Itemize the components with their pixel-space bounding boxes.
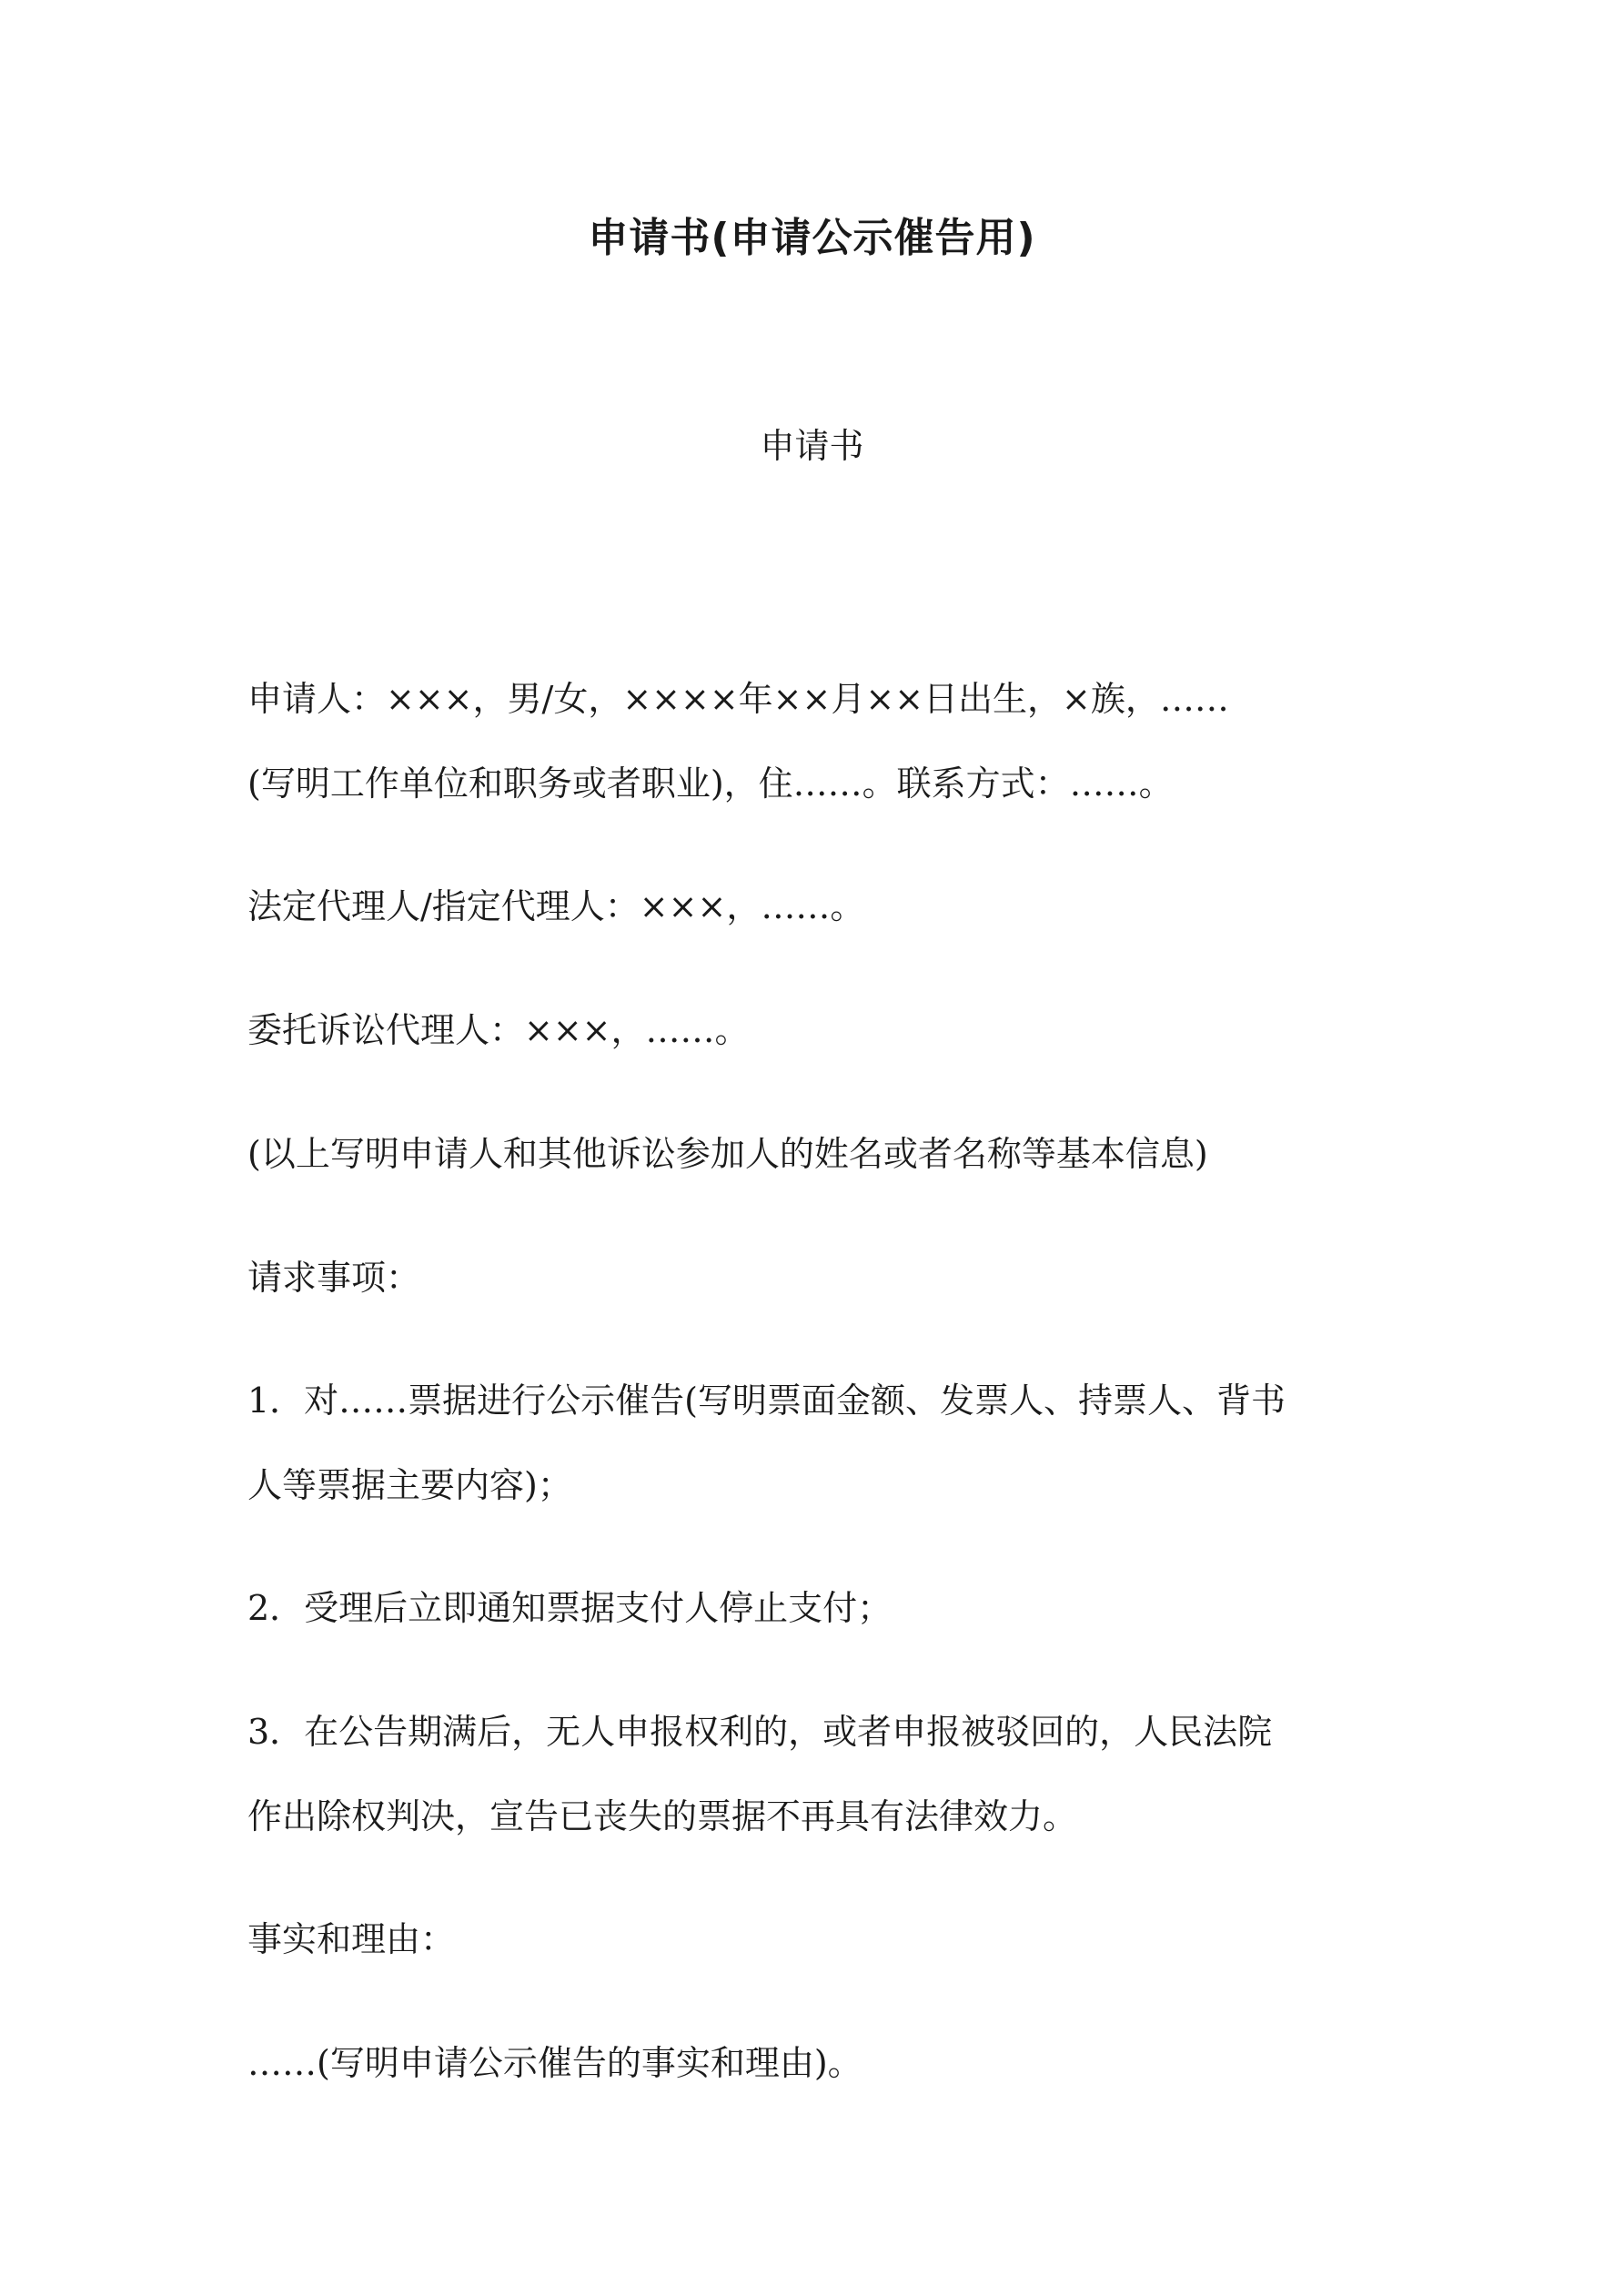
applicant-line-2: (写明工作单位和职务或者职业)，住……。联系方式：……。	[247, 764, 1174, 804]
participants-note: (以上写明申请人和其他诉讼参加人的姓名或者名称等基本信息)	[247, 1134, 1208, 1174]
entrusted-agent-line: 委托诉讼代理人：×××，……。	[247, 1010, 750, 1050]
request-1-line-1: 1．对……票据进行公示催告(写明票面金额、发票人、持票人、背书	[247, 1381, 1286, 1421]
request-3-line-2: 作出除权判决，宣告已丧失的票据不再具有法律效力。	[247, 1796, 1078, 1836]
request-2-line: 2．受理后立即通知票据支付人停止支付；	[247, 1588, 893, 1628]
applicant-line-1: 申请人：×××，男/女，××××年××月××日出生，×族，……	[247, 679, 1229, 719]
facts-line: ……(写明申请公示催告的事实和理由)。	[247, 2043, 862, 2083]
document-subtitle: 申请书	[760, 426, 864, 466]
legal-agent-line: 法定代理人/指定代理人：×××，……。	[247, 886, 865, 926]
request-1-line-2: 人等票据主要内容)；	[247, 1465, 572, 1505]
requests-heading: 请求事项：	[247, 1258, 421, 1298]
request-3-line-1: 3．在公告期满后，无人申报权利的，或者申报被驳回的，人民法院	[247, 1712, 1273, 1752]
facts-heading: 事实和理由：	[247, 1919, 456, 1959]
document-title: 申请书(申请公示催告用)	[588, 215, 1036, 261]
